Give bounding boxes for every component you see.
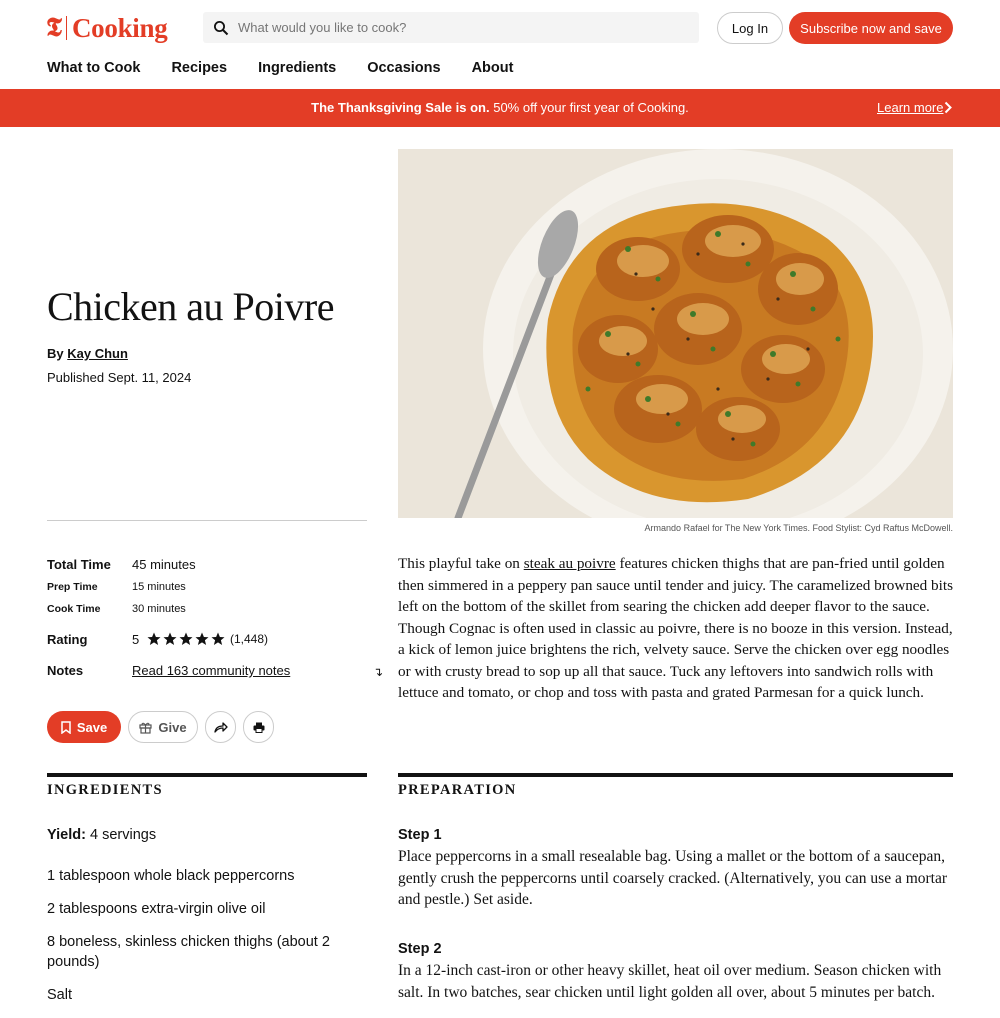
bookmark-icon — [61, 721, 71, 734]
print-icon — [253, 722, 265, 733]
print-button[interactable] — [243, 711, 274, 743]
step-label: Step 1 — [398, 827, 442, 843]
ingredients-heading: INGREDIENTS — [47, 782, 163, 798]
step-label: Step 2 — [398, 941, 442, 957]
desc-after: features chicken thighs that are pan-fried until golden then simmered in a peppery pan sauce until tender and juicy. The caramelized browned bits left on the bottom of the skillet from searing the chicken add deeper flavor to the sauce. Though Cognac is often used in classic au poivre, there is no booze in this version. Instead, a kick of lemon juice brightens the rich, velvety sauce. Serve the chicken over egg noodles or with crusty bread to sop up all that sauce. Tuck any leftovers into sandwich rolls with lettuce and tomato, or chop and toss with pasta and grated Parmesan for a quick lunch. — [398, 555, 953, 701]
ingredients-list — [47, 866, 347, 1018]
promo-learn-more-link[interactable]: Learn more — [877, 100, 944, 115]
recipe-photo — [398, 149, 953, 518]
rating-label: Rating — [47, 632, 88, 647]
share-icon — [214, 721, 228, 733]
byline — [47, 346, 128, 361]
total-time-value: 45 minutes — [132, 557, 196, 572]
byline-prefix: By — [47, 346, 64, 361]
nav-occasions[interactable]: Occasions — [367, 60, 441, 76]
nyt-t-logo-icon: 𝕿 — [46, 13, 62, 42]
logo-divider — [66, 16, 67, 40]
nav-what-to-cook[interactable]: What to Cook — [47, 60, 141, 76]
notes-label: Notes — [47, 663, 84, 678]
preparation-heading: PREPARATION — [398, 782, 517, 798]
yield-value: 4 servings — [85, 827, 157, 843]
logo-wordmark: Cooking — [71, 12, 168, 43]
login-button[interactable]: Log In — [717, 12, 783, 44]
community-notes-link[interactable]: Read 163 community notes — [132, 663, 291, 678]
chicken-dish-illustration — [398, 149, 953, 518]
star-icon — [195, 632, 209, 646]
promo-banner — [0, 89, 1000, 127]
step-1 — [398, 827, 954, 911]
search-bar[interactable] — [203, 12, 699, 43]
star-icon — [147, 632, 161, 646]
desc-before: This playful take on — [398, 555, 524, 572]
ingredient-item: 8 boneless, skinless chicken thighs (about 2 pounds) — [47, 934, 330, 970]
share-button[interactable] — [205, 711, 236, 743]
ingredients-rule — [47, 773, 367, 777]
cook-time-label: Cook Time — [47, 603, 101, 615]
chevron-right-icon[interactable] — [944, 101, 952, 114]
steak-au-poivre-link[interactable]: steak au poivre — [523, 555, 616, 572]
photo-caption: Armando Rafael for The New York Times. Food Stylist: Cyd Raftus McDowell. — [644, 523, 953, 533]
prep-time-value: 15 minutes — [132, 581, 186, 593]
save-button[interactable] — [47, 711, 121, 743]
yield-label: Yield: — [47, 827, 86, 843]
promo-message — [0, 100, 1000, 115]
rating-value: 5 — [132, 632, 140, 647]
subscribe-button[interactable]: Subscribe now and save — [789, 12, 953, 44]
author-link[interactable]: Kay Chun — [67, 346, 128, 361]
main-nav — [47, 60, 544, 80]
site-header — [0, 0, 1000, 56]
step-text: Place peppercorns in a small resealable bag. Using a mallet or the bottom of a saucepan, gently crush the peppercorns until coarsely cracked. (Alternatively, you can use a mortar and pestle.) Set aside. — [398, 848, 948, 908]
stats-divider — [47, 520, 367, 521]
ingredient-item: 1 tablespoon whole black peppercorns — [47, 868, 295, 884]
ingredient-item: Salt — [47, 987, 72, 1003]
star-icon — [211, 632, 225, 646]
search-icon — [213, 20, 229, 36]
promo-text: 50% off your first year of Cooking. — [489, 100, 689, 115]
nav-recipes[interactable]: Recipes — [171, 60, 228, 76]
notes-value — [132, 663, 290, 678]
total-time-label: Total Time — [47, 557, 111, 572]
recipe-description — [398, 553, 954, 704]
promo-bold: The Thanksgiving Sale is on. — [311, 100, 490, 115]
prep-time-label: Prep Time — [47, 581, 98, 593]
nyt-cooking-logo[interactable] — [46, 12, 167, 44]
step-text: In a 12-inch cast-iron or other heavy skillet, heat oil over medium. Season chicken with salt. In two batches, sear chicken until light golden all over, about 5 minutes per batch. — [398, 962, 942, 1001]
search-input[interactable] — [238, 20, 678, 35]
recipe-actions — [47, 711, 274, 743]
cook-time-value: 30 minutes — [132, 603, 186, 615]
published-date: Published Sept. 11, 2024 — [47, 370, 192, 385]
save-label: Save — [76, 719, 108, 735]
give-button[interactable] — [128, 711, 198, 743]
nav-about[interactable]: About — [471, 60, 514, 76]
rating-count: (1,448) — [230, 632, 269, 646]
step-2 — [398, 941, 954, 1003]
arrow-down-icon: ↴ — [373, 665, 384, 679]
yield — [47, 827, 156, 843]
star-icon — [179, 632, 193, 646]
nav-ingredients[interactable]: Ingredients — [258, 60, 337, 76]
ingredient-item: 2 tablespoons extra-virgin olive oil — [47, 901, 266, 917]
give-label: Give — [158, 719, 187, 735]
preparation-rule — [398, 773, 953, 777]
gift-icon — [139, 721, 152, 734]
recipe-title: Chicken au Poivre — [47, 284, 334, 329]
rating-stars[interactable] — [147, 632, 225, 646]
star-icon — [163, 632, 177, 646]
